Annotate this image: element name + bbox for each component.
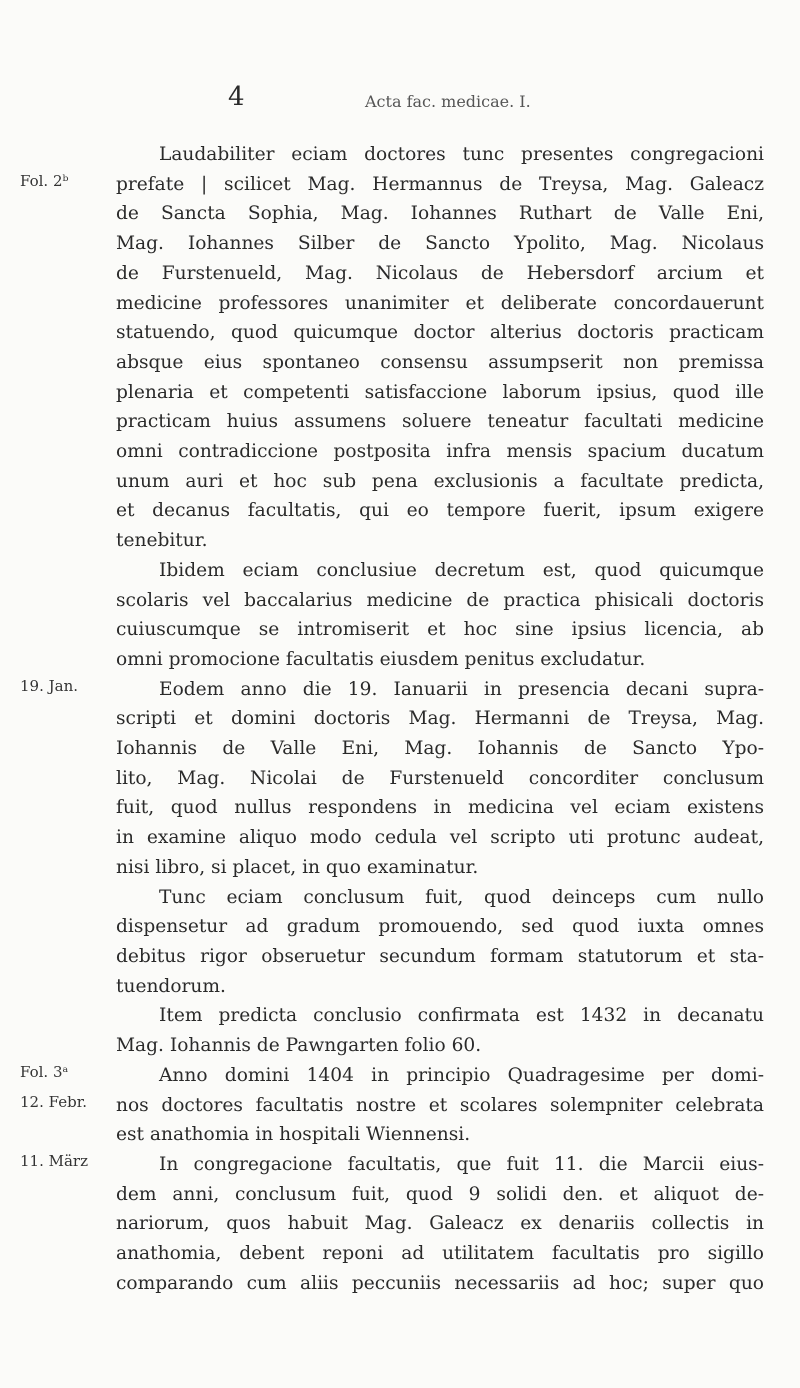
text-line: statuendo, quod quicumque doctor alterius doctoris practicam <box>116 322 764 344</box>
text-line: tenebitur. <box>116 530 208 552</box>
paragraph-5 <box>116 1001 764 1060</box>
text-line: Mag. Iohannes Silber de Sancto Ypolito, Mag. Nicolaus <box>116 233 764 255</box>
margin-note-date-11-maerz: 11. März <box>20 1152 88 1170</box>
text-line: nos doctores facultatis nostre et scolares solempniter celebrata <box>116 1094 764 1116</box>
text-line: est anathomia in hospitali Wiennensi. <box>116 1124 471 1146</box>
text-line: in examine aliquo modo cedula vel scripto uti protunc audeat, <box>116 827 764 849</box>
paragraph-4 <box>116 883 764 1002</box>
text-line: lito, Mag. Nicolai de Furstenueld concorditer conclusum <box>116 767 764 789</box>
paragraph-1 <box>116 140 764 556</box>
text-line: plenaria et competenti satisfaccione laborum ipsius, quod ille <box>116 381 764 403</box>
text-line: omni contradiccione postposita infra mensis spacium ducatum <box>116 441 764 463</box>
text-line: scolaris vel baccalarius medicine de practica phisicali doctoris <box>116 589 764 611</box>
text-line: Ibidem eciam conclusiue decretum est, quod quicumque <box>159 559 764 581</box>
text-line: Item predicta conclusio confirmata est 1432 in decanatu <box>159 1005 764 1027</box>
text-line: tuendorum. <box>116 975 226 997</box>
margin-note-date-12-febr: 12. Febr. <box>20 1093 87 1111</box>
text-line: comparando cum aliis peccuniis necessariis ad hoc; super quo <box>116 1272 764 1294</box>
text-line: dem anni, conclusum fuit, quod 9 solidi den. et aliquot de- <box>116 1183 764 1205</box>
text-line: Eodem anno die 19. Ianuarii in presencia decani supra- <box>159 678 764 700</box>
text-line: prefate | scilicet Mag. Hermannus de Treysa, Mag. Galeacz <box>116 173 764 195</box>
text-line: de Sancta Sophia, Mag. Iohannes Ruthart de Valle Eni, <box>116 203 764 225</box>
text-line: anathomia, debent reponi ad utilitatem facultatis pro sigillo <box>116 1243 764 1265</box>
running-title: Acta fac. medicae. I. <box>365 92 531 111</box>
text-line: et decanus facultatis, qui eo tempore fuerit, ipsum exigere <box>116 500 764 522</box>
text-line: absque eius spontaneo consensu assumpserit non premissa <box>116 351 764 373</box>
text-line: Laudabiliter eciam doctores tunc presentes congregacioni <box>159 144 764 165</box>
text-line: omni promocione facultatis eiusdem penitus excludatur. <box>116 648 646 670</box>
text-line: de Furstenueld, Mag. Nicolaus de Hebersdorf arcium et <box>116 262 764 284</box>
text-line: Mag. Iohannis de Pawngarten folio 60. <box>116 1035 482 1057</box>
text-line: Iohannis de Valle Eni, Mag. Iohannis de Sancto Ypo- <box>116 738 764 760</box>
text-line: unum auri et hoc sub pena exclusionis a facultate predicta, <box>116 470 764 492</box>
text-line: debitus rigor obseruetur secundum formam statutorum et sta- <box>116 945 764 967</box>
text-line: dispensetur ad gradum promouendo, sed quod iuxta omnes <box>116 916 764 938</box>
body-text <box>116 140 764 1298</box>
text-line: cuiuscumque se intromiserit et hoc sine ipsius licencia, ab <box>116 619 764 641</box>
margin-note-date-19-jan: 19. Jan. <box>20 677 79 695</box>
margin-note-folio-2b: Fol. 2ᵇ <box>20 172 69 190</box>
text-line: practicam huius assumens soluere teneatur facultati medicine <box>116 411 764 433</box>
text-line: medicine professores unanimiter et deliberate concordauerunt <box>116 292 764 314</box>
page-number: 4 <box>228 82 245 112</box>
text-line: nisi libro, si placet, in quo examinatur. <box>116 856 479 878</box>
text-line: Anno domini 1404 in principio Quadragesime per domi- <box>159 1064 764 1086</box>
paragraph-2 <box>116 556 764 675</box>
text-line: scripti et domini doctoris Mag. Hermanni de Treysa, Mag. <box>116 708 764 730</box>
paragraph-7 <box>116 1150 764 1299</box>
page-header <box>0 82 800 118</box>
paragraph-3 <box>116 675 764 883</box>
text-line: In congregacione facultatis, que fuit 11. die Marcii eius- <box>159 1153 764 1175</box>
margin-note-folio-3a: Fol. 3ᵃ <box>20 1063 69 1081</box>
paragraph-6 <box>116 1061 764 1150</box>
text-line: fuit, quod nullus respondens in medicina vel eciam existens <box>116 797 764 819</box>
text-line: nariorum, quos habuit Mag. Galeacz ex denariis collectis in <box>116 1213 764 1235</box>
text-line: Tunc eciam conclusum fuit, quod deinceps cum nullo <box>159 886 764 908</box>
